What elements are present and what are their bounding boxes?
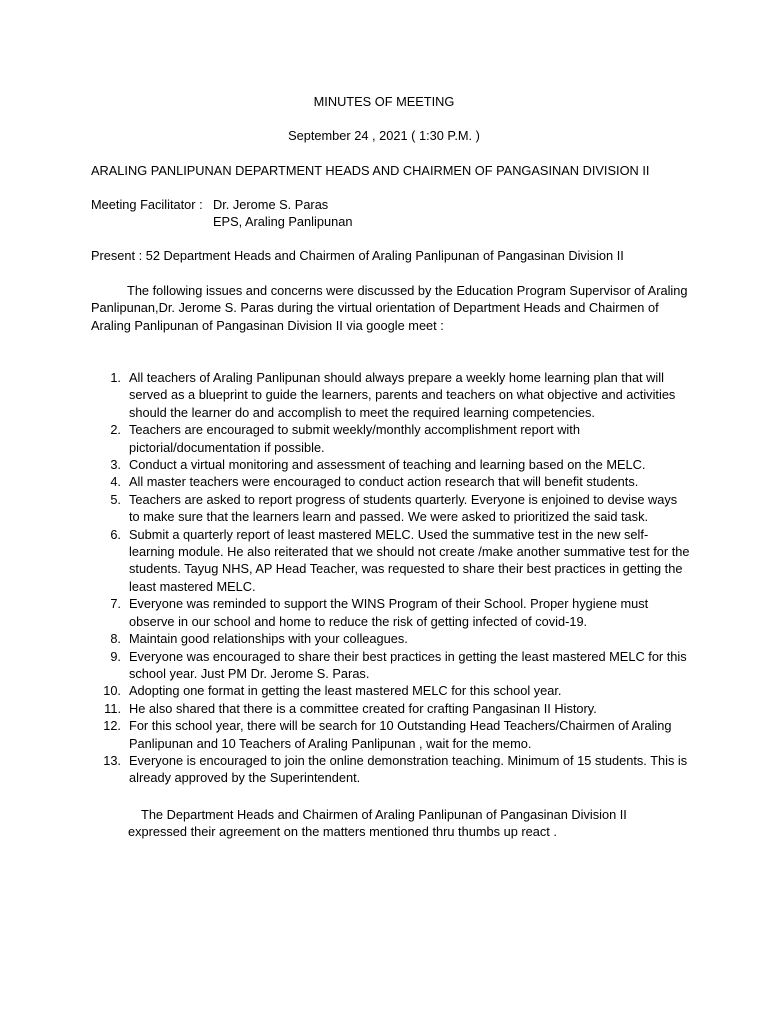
intro-paragraph: The following issues and concerns were discussed by the Education Program Supervisor of Araling Panlipunan,Dr. Jerome S. Paras during the virtual orientation of Department Heads and Chairmen of Araling Panlipunan of Pangasinan Division II via google meet : <box>91 283 688 333</box>
issue-number: 2. <box>110 422 121 438</box>
issue-item <box>91 595 691 630</box>
issue-number: 4. <box>110 474 121 490</box>
issue-text: Submit a quarterly report of least mastered MELC. Used the summative test in the new self-learning module. He also reiterated that we should not create /make another summative test for the students. Tayug NHS, AP Head Teacher, was requested to share their best practices in getting the least mastered MELC. <box>129 526 690 594</box>
issue-item <box>91 630 691 647</box>
issue-text: Maintain good relationships with your colleagues. <box>129 631 408 647</box>
issues-list <box>91 369 691 787</box>
issue-number: 1. <box>110 370 121 385</box>
facilitator-position: EPS, Araling Panlipunan <box>213 214 353 229</box>
issue-item <box>91 717 691 752</box>
issue-number: 8. <box>110 631 121 647</box>
issue-number: 10. <box>103 683 121 699</box>
issue-item <box>91 648 691 683</box>
issue-item <box>91 752 691 787</box>
issue-item <box>91 421 691 456</box>
closing-paragraph: The Department Heads and Chairmen of Araling Panlipunan of Pangasinan Division II expressed their agreement on the matters mentioned thru thumbs up react . <box>128 807 627 840</box>
issue-item <box>91 456 691 473</box>
issue-number: 11. <box>104 700 121 716</box>
issue-number: 6. <box>110 526 121 542</box>
organization-heading: ARALING PANLIPUNAN DEPARTMENT HEADS AND CHAIRMEN OF PANGASINAN DIVISION II <box>91 163 650 178</box>
issue-text: Teachers are encouraged to submit weekly/monthly accomplishment report with pictorial/documentation if possible. <box>129 422 580 455</box>
issue-number: 13. <box>103 752 121 768</box>
issue-item <box>91 369 691 421</box>
issue-number: 12. <box>103 718 121 734</box>
issue-item <box>91 526 691 596</box>
facilitator-label: Meeting Facilitator : <box>91 197 203 212</box>
issue-item <box>91 682 691 699</box>
issue-text: All master teachers were encouraged to conduct action research that will benefit students. <box>129 474 639 490</box>
issue-text: For this school year, there will be search for 10 Outstanding Head Teachers/Chairmen of Araling Panlipunan and 10 Teachers of Araling Panlipunan , wait for the memo. <box>129 718 672 751</box>
meeting-date: September 24 , 2021 ( 1:30 P.M. ) <box>288 128 480 143</box>
page-title: MINUTES OF MEETING <box>313 94 455 109</box>
facilitator-row <box>91 196 328 213</box>
issue-number: 5. <box>110 491 121 507</box>
issue-number: 9. <box>110 648 121 664</box>
issue-item <box>91 700 691 717</box>
issue-text: Conduct a virtual monitoring and assessment of teaching and learning based on the MELC. <box>129 457 646 473</box>
issue-item <box>91 473 691 490</box>
issue-text: Everyone was encouraged to share their best practices in getting the least mastered MELC for this school year. Just PM Dr. Jerome S. Paras. <box>129 648 687 681</box>
issue-number: 3. <box>110 457 121 473</box>
issue-number: 7. <box>110 596 121 612</box>
issue-text: He also shared that there is a committee created for crafting Pangasinan II History. <box>129 700 597 716</box>
issue-item <box>91 491 691 526</box>
issue-text: All teachers of Araling Panlipunan should always prepare a weekly home learning plan that will served as a blueprint to guide the learners, parents and teachers on what objective and activities should the learner do and accomplish to meet the required learning competencies. <box>129 370 676 420</box>
issue-text: Adopting one format in getting the least mastered MELC for this school year. <box>129 683 562 699</box>
facilitator-name: Dr. Jerome S. Paras <box>213 197 329 212</box>
issue-text: Everyone is encouraged to join the online demonstration teaching. Minimum of 15 students. This is already approved by the Superintendent. <box>129 752 688 786</box>
issue-text: Teachers are asked to report progress of students quarterly. Everyone is enjoined to devise ways to make sure that the learners learn and passed. We were asked to prioritized the said task. <box>129 491 678 525</box>
issue-text: Everyone was reminded to support the WINS Program of their School. Proper hygiene must observe in our school and home to reduce the risk of getting infected of covid-19. <box>129 596 649 629</box>
attendance-line: Present : 52 Department Heads and Chairmen of Araling Panlipunan of Pangasinan Division II <box>91 248 624 263</box>
